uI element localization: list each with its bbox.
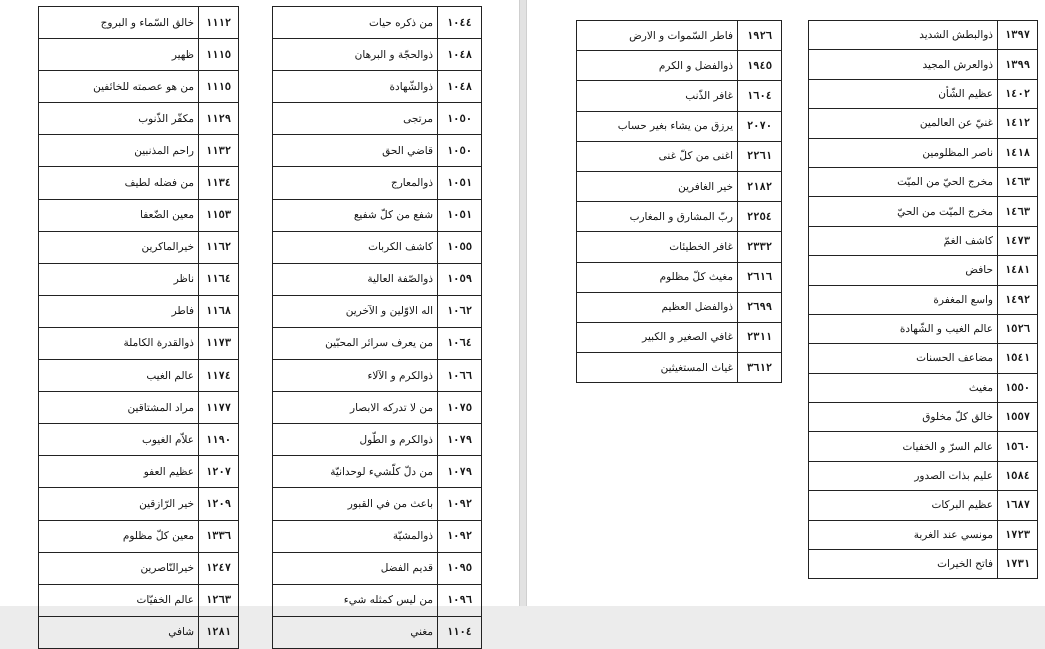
name-row bbox=[577, 81, 782, 111]
name-row bbox=[809, 197, 1038, 226]
name-text: عظيم العفو bbox=[39, 456, 199, 488]
name-row bbox=[273, 71, 482, 103]
name-text: مراد المشتاقين bbox=[39, 392, 199, 424]
name-text: من هو عصمته للخائفين bbox=[39, 71, 199, 103]
name-text: مضاعف الحسنات bbox=[809, 344, 998, 373]
name-number: ١٤٦٣ bbox=[998, 197, 1038, 226]
name-text: فاطر السّموات و الارض bbox=[577, 21, 738, 51]
name-row bbox=[809, 79, 1038, 108]
name-text: ذوالصّفة العالية bbox=[273, 263, 438, 295]
name-number: ١٧٣١ bbox=[998, 550, 1038, 579]
name-number: ٢٦١٦ bbox=[738, 262, 782, 292]
name-number: ١٠٩٢ bbox=[438, 488, 482, 520]
name-number: ١٤٧٣ bbox=[998, 226, 1038, 255]
name-text: كاشف الكربات bbox=[273, 231, 438, 263]
name-row bbox=[577, 353, 782, 383]
name-row bbox=[809, 373, 1038, 402]
name-number: ١١٣٤ bbox=[199, 167, 239, 199]
name-row bbox=[39, 135, 239, 167]
name-number: ١١١٥ bbox=[199, 39, 239, 71]
name-number: ١٤١٢ bbox=[998, 109, 1038, 138]
name-number: ١١٧٣ bbox=[199, 327, 239, 359]
name-text: راحم المذنبين bbox=[39, 135, 199, 167]
name-number: ١٣٩٧ bbox=[998, 21, 1038, 50]
name-number: ١٤٨١ bbox=[998, 256, 1038, 285]
name-text: حافض bbox=[809, 256, 998, 285]
name-number: ١٠٧٩ bbox=[438, 424, 482, 456]
name-row bbox=[577, 322, 782, 352]
name-text: ذوالمشيّة bbox=[273, 520, 438, 552]
name-number: ١٢٦٣ bbox=[199, 584, 239, 616]
name-row bbox=[809, 138, 1038, 167]
name-number: ١٢٤٧ bbox=[199, 552, 239, 584]
name-row bbox=[39, 392, 239, 424]
name-row bbox=[273, 552, 482, 584]
name-number: ١٠٤٤ bbox=[438, 7, 482, 39]
name-number: ١٥٢٦ bbox=[998, 314, 1038, 343]
name-text: من دلّ كلّشيء لوحدانيّة bbox=[273, 456, 438, 488]
name-number: ١٠٥١ bbox=[438, 167, 482, 199]
name-row bbox=[273, 424, 482, 456]
name-number: ١٩٢٦ bbox=[738, 21, 782, 51]
name-number: ١٠٤٨ bbox=[438, 71, 482, 103]
name-text: واسع المغفرة bbox=[809, 285, 998, 314]
name-number: ١١٠٤ bbox=[438, 616, 482, 648]
name-row bbox=[273, 135, 482, 167]
right-page-column-1-table bbox=[576, 20, 782, 383]
name-number: ٣٦١٢ bbox=[738, 353, 782, 383]
name-text: عالم الغيب bbox=[39, 360, 199, 392]
name-number: ١٤١٨ bbox=[998, 138, 1038, 167]
name-text: عظيم البركات bbox=[809, 491, 998, 520]
name-row bbox=[39, 360, 239, 392]
name-row bbox=[273, 392, 482, 424]
name-number: ٢٣٣٢ bbox=[738, 232, 782, 262]
name-row bbox=[273, 584, 482, 616]
name-text: مرتجى bbox=[273, 103, 438, 135]
name-row bbox=[809, 491, 1038, 520]
name-text: مغيث bbox=[809, 373, 998, 402]
name-text: عظيم الشّأن bbox=[809, 79, 998, 108]
name-row bbox=[577, 202, 782, 232]
name-text: ظهير bbox=[39, 39, 199, 71]
name-row bbox=[809, 285, 1038, 314]
name-number: ١٠٧٥ bbox=[438, 392, 482, 424]
name-text: قديم الفضل bbox=[273, 552, 438, 584]
name-row bbox=[39, 584, 239, 616]
name-number: ٢٦٩٩ bbox=[738, 292, 782, 322]
name-text: مخرج الميّت من الحيّ bbox=[809, 197, 998, 226]
name-text: مغني bbox=[273, 616, 438, 648]
name-row bbox=[39, 263, 239, 295]
name-row bbox=[809, 344, 1038, 373]
name-row bbox=[273, 360, 482, 392]
name-number: ١٠٥٥ bbox=[438, 231, 482, 263]
name-text: خالق السّماء و البروج bbox=[39, 7, 199, 39]
name-row bbox=[577, 171, 782, 201]
left-page bbox=[0, 0, 519, 639]
name-number: ١١٢٩ bbox=[199, 103, 239, 135]
name-row bbox=[273, 39, 482, 71]
name-number: ١٠٦٦ bbox=[438, 360, 482, 392]
name-text: ذوالحجّة و البرهان bbox=[273, 39, 438, 71]
name-number: ١٠٧٩ bbox=[438, 456, 482, 488]
name-number: ١٠٩٥ bbox=[438, 552, 482, 584]
name-number: ١٠٥٠ bbox=[438, 135, 482, 167]
name-text: ذوالشّهادة bbox=[273, 71, 438, 103]
name-text: ناظر bbox=[39, 263, 199, 295]
name-number: ١١١٢ bbox=[199, 7, 239, 39]
name-text: قاضي الحق bbox=[273, 135, 438, 167]
name-text: غافر الذّنب bbox=[577, 81, 738, 111]
name-row bbox=[273, 231, 482, 263]
name-row bbox=[809, 432, 1038, 461]
name-text: ذوالبطش الشديد bbox=[809, 21, 998, 50]
name-row bbox=[577, 141, 782, 171]
name-text: ذوالفضل العظيم bbox=[577, 292, 738, 322]
name-number: ١٢٠٧ bbox=[199, 456, 239, 488]
page-gutter bbox=[519, 0, 527, 606]
name-text: غنيّ عن العالمين bbox=[809, 109, 998, 138]
name-number: ٢٢٥٤ bbox=[738, 202, 782, 232]
name-row bbox=[577, 51, 782, 81]
name-number: ١١٩٠ bbox=[199, 424, 239, 456]
name-text: ذوالكرم و الطّول bbox=[273, 424, 438, 456]
name-text: عالم السرّ و الخفيات bbox=[809, 432, 998, 461]
name-number: ١٥٨٤ bbox=[998, 461, 1038, 490]
name-row bbox=[273, 167, 482, 199]
name-row bbox=[39, 616, 239, 648]
name-text: غافي الصغير و الكبير bbox=[577, 322, 738, 352]
name-number: ١٥٥٠ bbox=[998, 373, 1038, 402]
name-row bbox=[577, 111, 782, 141]
name-text: مكفّر الذّنوب bbox=[39, 103, 199, 135]
name-row bbox=[39, 71, 239, 103]
name-text: عالم الخفيّات bbox=[39, 584, 199, 616]
name-text: غياث المستغيثين bbox=[577, 353, 738, 383]
name-row bbox=[273, 456, 482, 488]
name-text: كاشف الغمّ bbox=[809, 226, 998, 255]
name-text: من لا تدركه الابصار bbox=[273, 392, 438, 424]
name-row bbox=[39, 552, 239, 584]
name-number: ١٠٤٨ bbox=[438, 39, 482, 71]
name-row bbox=[273, 488, 482, 520]
left-page-column-1-table bbox=[38, 6, 239, 649]
name-number: ٢٢٦١ bbox=[738, 141, 782, 171]
name-row bbox=[273, 520, 482, 552]
name-number: ١٢٨١ bbox=[199, 616, 239, 648]
name-text: ذوالعرش المجيد bbox=[809, 50, 998, 79]
name-number: ١٠٥٩ bbox=[438, 263, 482, 295]
name-row bbox=[809, 21, 1038, 50]
name-row bbox=[809, 256, 1038, 285]
name-number: ١٩٤٥ bbox=[738, 51, 782, 81]
name-text: مونسي عند الغربة bbox=[809, 520, 998, 549]
name-row bbox=[39, 199, 239, 231]
name-number: ١٢٠٩ bbox=[199, 488, 239, 520]
name-number: ١٥٥٧ bbox=[998, 403, 1038, 432]
name-number: ١١٧٧ bbox=[199, 392, 239, 424]
name-text: فاطر bbox=[39, 295, 199, 327]
name-row bbox=[273, 327, 482, 359]
name-row bbox=[809, 109, 1038, 138]
name-text: ربّ المشارق و المغارب bbox=[577, 202, 738, 232]
name-number: ١٠٦٢ bbox=[438, 295, 482, 327]
name-row bbox=[809, 461, 1038, 490]
name-text: من ذكره حيات bbox=[273, 7, 438, 39]
name-row bbox=[577, 262, 782, 292]
name-row bbox=[577, 292, 782, 322]
name-text: علاّم الغيوب bbox=[39, 424, 199, 456]
name-row bbox=[39, 327, 239, 359]
name-number: ١٧٢٣ bbox=[998, 520, 1038, 549]
name-text: خالق كلّ مخلوق bbox=[809, 403, 998, 432]
name-row bbox=[39, 231, 239, 263]
name-row bbox=[273, 616, 482, 648]
right-page bbox=[527, 0, 1045, 606]
name-number: ٢١٨٢ bbox=[738, 171, 782, 201]
name-row bbox=[577, 21, 782, 51]
name-row bbox=[809, 520, 1038, 549]
name-text: معين كلّ مظلوم bbox=[39, 520, 199, 552]
name-row bbox=[39, 39, 239, 71]
name-row bbox=[809, 167, 1038, 196]
name-row bbox=[39, 520, 239, 552]
name-text: اغنى من كلّ غنى bbox=[577, 141, 738, 171]
name-text: من يعرف سرائر المحبّين bbox=[273, 327, 438, 359]
name-row bbox=[39, 7, 239, 39]
name-number: ٢٠٧٠ bbox=[738, 111, 782, 141]
name-row bbox=[273, 7, 482, 39]
name-text: غافر الخطيئات bbox=[577, 232, 738, 262]
name-row bbox=[809, 314, 1038, 343]
name-text: عليم بذات الصدور bbox=[809, 461, 998, 490]
name-text: فاتح الخيرات bbox=[809, 550, 998, 579]
name-text: ذوالفضل و الكرم bbox=[577, 51, 738, 81]
name-row bbox=[273, 263, 482, 295]
name-text: شافي bbox=[39, 616, 199, 648]
name-number: ١١٥٣ bbox=[199, 199, 239, 231]
name-text: اله الاوّلين و الآخرين bbox=[273, 295, 438, 327]
name-text: خيرالماكرين bbox=[39, 231, 199, 263]
name-text: ناصر المظلومين bbox=[809, 138, 998, 167]
name-row bbox=[577, 232, 782, 262]
name-number: ١١٦٨ bbox=[199, 295, 239, 327]
name-row bbox=[39, 456, 239, 488]
name-row bbox=[809, 403, 1038, 432]
name-number: ١١١٥ bbox=[199, 71, 239, 103]
name-text: معين الضّعفا bbox=[39, 199, 199, 231]
name-number: ٢٣١١ bbox=[738, 322, 782, 352]
name-number: ١١٦٤ bbox=[199, 263, 239, 295]
name-row bbox=[39, 167, 239, 199]
name-number: ١٤٠٢ bbox=[998, 79, 1038, 108]
name-text: مخرج الحيّ من الميّت bbox=[809, 167, 998, 196]
name-text: خير الغافرين bbox=[577, 171, 738, 201]
name-number: ١١٦٢ bbox=[199, 231, 239, 263]
name-row bbox=[39, 488, 239, 520]
name-number: ١٠٥١ bbox=[438, 199, 482, 231]
name-number: ١١٣٢ bbox=[199, 135, 239, 167]
name-number: ١٣٣٦ bbox=[199, 520, 239, 552]
name-row bbox=[273, 199, 482, 231]
name-row bbox=[809, 226, 1038, 255]
name-number: ١٥٤١ bbox=[998, 344, 1038, 373]
name-number: ١١٧٤ bbox=[199, 360, 239, 392]
name-text: من ليس كمثله شيء bbox=[273, 584, 438, 616]
name-number: ١٣٩٩ bbox=[998, 50, 1038, 79]
name-text: مغيث كلّ مظلوم bbox=[577, 262, 738, 292]
name-text: ذوالمعارج bbox=[273, 167, 438, 199]
name-text: ذوالقدرة الكاملة bbox=[39, 327, 199, 359]
name-text: يرزق من يشاء بغير حساب bbox=[577, 111, 738, 141]
left-page-column-2-table bbox=[272, 6, 482, 649]
name-text: عالم الغيب و الشّهادة bbox=[809, 314, 998, 343]
name-number: ١٤٩٢ bbox=[998, 285, 1038, 314]
name-text: من فضله لطيف bbox=[39, 167, 199, 199]
name-row bbox=[39, 424, 239, 456]
name-number: ١٤٦٣ bbox=[998, 167, 1038, 196]
name-number: ١٠٦٤ bbox=[438, 327, 482, 359]
name-number: ١٠٩٦ bbox=[438, 584, 482, 616]
name-number: ١٦٠٤ bbox=[738, 81, 782, 111]
name-text: خير الرّازقين bbox=[39, 488, 199, 520]
name-number: ١٠٥٠ bbox=[438, 103, 482, 135]
name-text: باعث من في القبور bbox=[273, 488, 438, 520]
name-text: شفع من كلّ شفيع bbox=[273, 199, 438, 231]
name-number: ١٥٦٠ bbox=[998, 432, 1038, 461]
name-number: ١٦٨٧ bbox=[998, 491, 1038, 520]
name-text: خيرالنّاصرين bbox=[39, 552, 199, 584]
right-page-column-2-table bbox=[808, 20, 1038, 579]
name-row bbox=[39, 103, 239, 135]
name-row bbox=[809, 50, 1038, 79]
name-number: ١٠٩٢ bbox=[438, 520, 482, 552]
name-row bbox=[39, 295, 239, 327]
name-row bbox=[809, 550, 1038, 579]
name-text: ذوالكرم و الآلاء bbox=[273, 360, 438, 392]
name-row bbox=[273, 295, 482, 327]
name-row bbox=[273, 103, 482, 135]
